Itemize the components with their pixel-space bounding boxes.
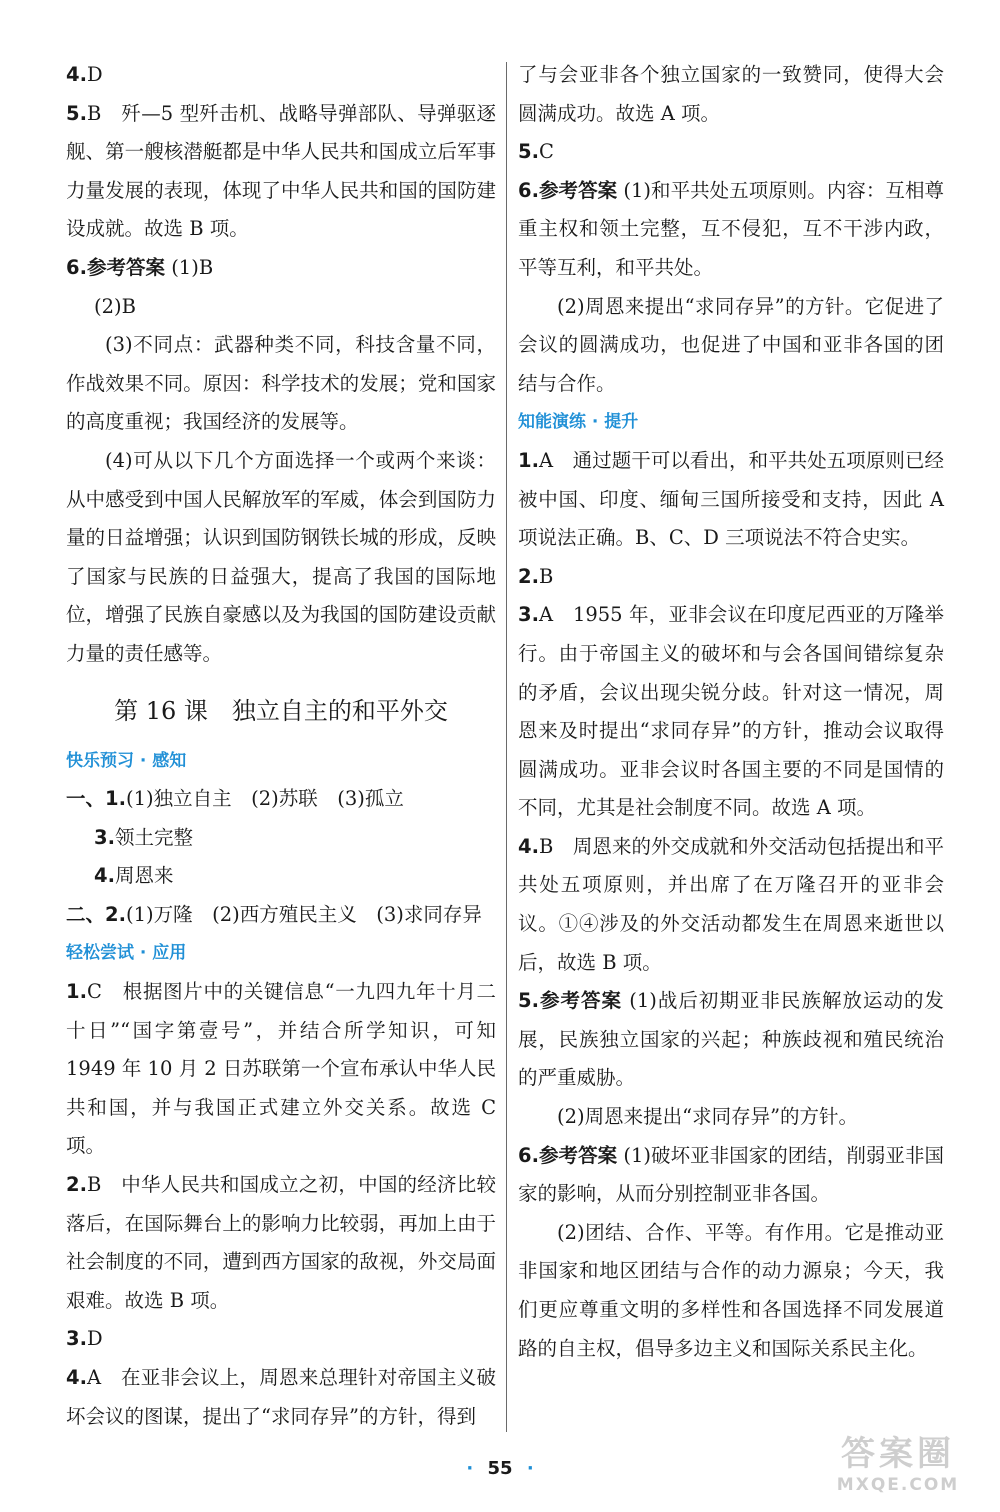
item-number: 1. [518, 448, 539, 472]
answer-item [518, 442, 944, 558]
answer-key-label: 参考答案 [86, 255, 165, 279]
item-number: 6. [66, 255, 87, 279]
watermark-bottom: MXQE.COM [836, 1475, 960, 1495]
answer-item [66, 1166, 496, 1320]
answer-item [66, 95, 496, 249]
section-heading: 快乐预习 · 感知 [66, 750, 187, 771]
footer-dot-right: · [526, 1458, 534, 1479]
item-text: (3)不同点：武器种类不同，科技含量不同，作战效果不同。原因：科学技术的发展；党和国家的高度重视；我国经济的发展等。 [66, 333, 496, 434]
footer-dot-left: · [466, 1458, 474, 1479]
item-number: 2. [66, 1173, 87, 1197]
right-column [518, 56, 944, 1368]
item-text: B [538, 564, 554, 588]
item-text: 领土完整 [114, 825, 193, 849]
item-text: (1)破坏亚非国家的团结，削弱亚非国家的影响，从而分别控制亚非各国。 [518, 1143, 944, 1206]
item-number: 5. [66, 101, 87, 125]
answer-item [66, 288, 496, 327]
answer-paragraph [66, 442, 496, 674]
answer-item [66, 819, 496, 858]
item-text: A 在亚非会议上，周恩来总理针对帝国主义破坏会议的图谋，提出了“求同存异”的方针，得到 [66, 1366, 496, 1428]
answer-item [66, 1320, 496, 1359]
answer-item [66, 56, 496, 95]
item-number: 1. [66, 980, 87, 1004]
item-text: B 歼—5 型歼击机、战略导弹部队、导弹驱逐舰、第一艘核潜艇都是中华人民共和国成立后军事力量发展的表现，体现了中华人民共和国的国防建设成就。故选 B 项。 [66, 101, 496, 241]
item-number: 3. [518, 603, 539, 627]
item-text: (2)周恩来提出“求同存异”的方针。它促进了会议的圆满成功，也促进了中国和亚非各国的团结与合作。 [518, 294, 944, 395]
item-text: (1)和平共处五项原则。内容：互相尊重主权和领土完整，互不侵犯，互不干涉内政，平等互利，和平共处。 [518, 178, 944, 279]
watermark-logo [810, 1434, 986, 1510]
item-text: B 周恩来的外交成就和外交活动包括提出和平共处五项原则，并出席了在万隆召开的亚非会议。①④涉及的外交活动都发生在周恩来逝世以后，故选 B 项。 [518, 834, 944, 974]
item-number: 4. [66, 63, 87, 86]
answer-paragraph [518, 1098, 944, 1137]
item-number: 4. [518, 834, 539, 858]
item-number: 一、1. [66, 787, 126, 811]
answer-item [518, 133, 944, 172]
answer-key-label: 参考答案 [538, 989, 623, 1013]
answer-paragraph [66, 326, 496, 442]
page-number: 55 [487, 1458, 513, 1479]
item-text: (1)万隆 (2)西方殖民主义 (3)求同存异 [125, 902, 482, 926]
item-number: 2. [518, 564, 539, 588]
item-text: D [86, 1327, 103, 1351]
item-text: (2)团结、合作、平等。有作用。它是推动亚非国家和地区团结与合作的动力源泉；今天，我们更应尊重文明的多样性和各国选择不同发展道路的自主权，倡导多边主义和国际关系民主化。 [518, 1220, 944, 1360]
answer-key-label: 参考答案 [538, 1143, 618, 1167]
item-text: C [538, 140, 554, 164]
answer-paragraph [518, 1214, 944, 1368]
item-text: (2)B [94, 294, 136, 318]
item-text: A 通过题干可以看出，和平共处五项原则已经被中国、印度、缅甸三国所接受和支持，因此 A 项说法正确。B、C、D 三项说法不符合史实。 [518, 448, 944, 550]
item-text: 了与会亚非各个独立国家的一致赞同，使得大会圆满成功。故选 A 项。 [518, 63, 944, 125]
answer-item [518, 558, 944, 597]
item-text: C 根据图片中的关键信息“一九四九年十月二十日”“国字第壹号”，并结合所学知识，可知 1949 年 10 月 2 日苏联第一个宣布承认中华人民共和国，并与我国正式建立外交关系。故选 C 项。 [66, 980, 496, 1158]
item-number: 3. [94, 825, 115, 849]
item-text: A 1955 年，亚非会议在印度尼西亚的万隆举行。由于帝国主义的破坏和与会各国间错综复杂的矛盾，会议出现尖锐分歧。针对这一情况，周恩来及时提出“求同存异”的方针，推动会议取得圆满成功。亚非会议时各国主要的不同是国情的不同，尤其是社会制度不同。故选 A 项。 [518, 603, 944, 820]
answer-item [66, 896, 496, 935]
item-text: (1)B [171, 255, 214, 279]
item-number: 5. [518, 989, 539, 1013]
answer-item [518, 56, 944, 133]
answer-key-label: 参考答案 [538, 178, 618, 202]
lesson-title: 第 16 课 独立自主的和平外交 [114, 696, 448, 725]
item-number: 3. [66, 1327, 87, 1351]
answer-item [518, 1137, 944, 1214]
answer-item [518, 172, 944, 288]
answer-item [66, 857, 496, 896]
left-column [66, 56, 496, 1436]
answer-item [66, 249, 496, 288]
answer-item [66, 780, 496, 819]
item-text: (4)可从以下几个方面选择一个或两个来谈：从中感受到中国人民解放军的军威，体会到国防力量的日益增强；认识到国防钢铁长城的形成，反映了国家与民族的日益强大，提高了我国的国际地位，增强了民族自豪感以及为我国的国防建设贡献力量的责任感等。 [66, 448, 496, 665]
item-number: 二、2. [66, 902, 126, 926]
item-text: (1)战后初期亚非民族解放运动的发展，民族独立国家的兴起；种族歧视和殖民统治的严重威胁。 [518, 989, 944, 1090]
section-heading: 知能演练 · 提升 [518, 412, 639, 433]
answer-paragraph [518, 288, 944, 404]
answer-item [66, 1359, 496, 1436]
answer-item [518, 982, 944, 1098]
answer-item [518, 596, 944, 828]
watermark-top: 答案圈 [841, 1434, 955, 1474]
item-text: (2)周恩来提出“求同存异”的方针。 [557, 1105, 859, 1129]
item-text: 周恩来 [114, 864, 174, 888]
item-number: 5. [518, 140, 539, 164]
column-divider [506, 62, 507, 1432]
answer-item [518, 828, 944, 982]
item-text: D [86, 63, 103, 86]
item-text: B 中华人民共和国成立之初，中国的经济比较落后，在国际舞台上的影响力比较弱，再加上由于社会制度的不同，遭到西方国家的敌视，外交局面艰难。故选 B 项。 [66, 1173, 496, 1312]
item-number: 4. [94, 864, 115, 888]
item-number: 6. [518, 178, 539, 202]
item-number: 4. [66, 1366, 87, 1389]
item-text: (1)独立自主 (2)苏联 (3)孤立 [125, 787, 404, 811]
item-number: 6. [518, 1143, 539, 1167]
answer-item [66, 973, 496, 1166]
section-heading: 轻松尝试 · 应用 [66, 943, 187, 964]
